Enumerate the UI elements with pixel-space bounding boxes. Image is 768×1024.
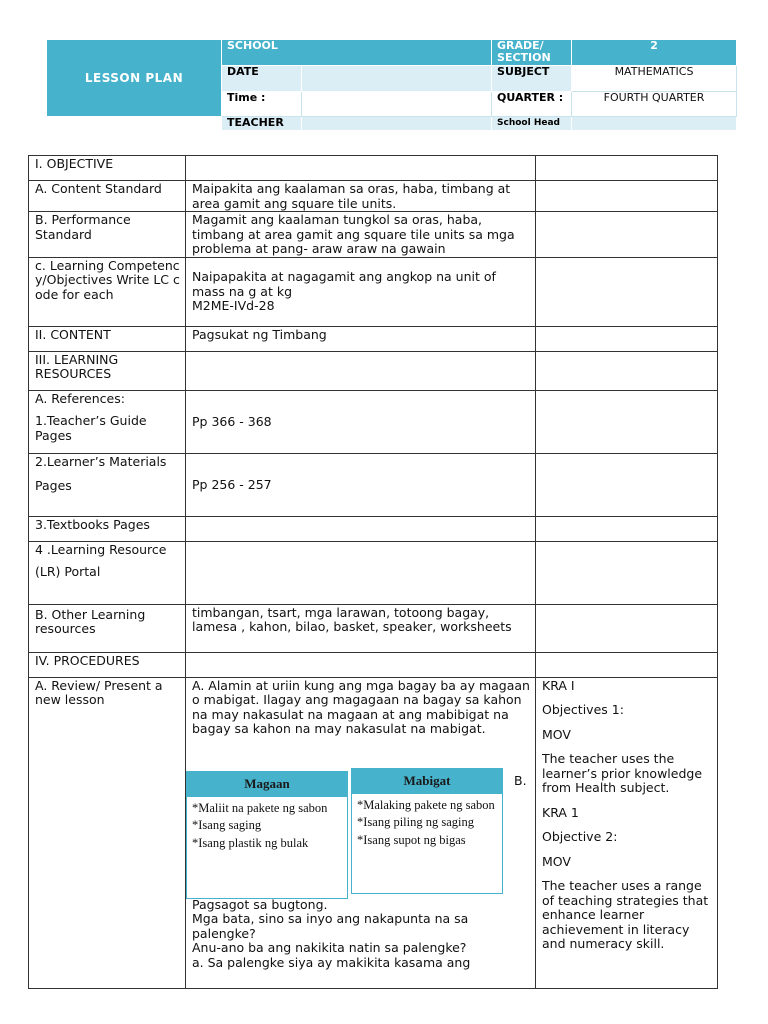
lr-portal-notes (536, 541, 718, 604)
riddle-question-2: Anu-ano ba ang nakikita natin sa palengke? (192, 940, 467, 955)
performance-standard-label: B. Performance Standard (29, 212, 186, 258)
table-row (29, 181, 718, 212)
list-item: *Isang supot ng bigas (357, 832, 466, 847)
list-item: *Isang saging (192, 818, 262, 832)
time-label: Time : (222, 92, 302, 117)
competency-value (186, 257, 536, 326)
riddle-question-1: Mga bata, sino sa inyo ang nakapunta na sa palengke? (192, 911, 469, 941)
learning-resources-value (186, 351, 536, 390)
lesson-plan-title: LESSON PLAN (47, 40, 222, 117)
lr-portal-sublabel: (LR) Portal (35, 564, 101, 579)
lesson-plan-table (28, 155, 718, 989)
magaan-box (186, 771, 348, 899)
lr-portal-value (186, 541, 536, 604)
lesson-plan-header (46, 39, 737, 131)
table-row (29, 156, 718, 181)
list-item: *Isang piling ng saging (357, 815, 475, 829)
quarter-label: QUARTER : (492, 92, 572, 117)
time-value[interactable] (302, 92, 492, 117)
mov-2-text: The teacher uses a range of teaching strategies that enhance learner achievement in literacy and numeracy skill. (542, 878, 709, 951)
teacher-label: TEACHER (222, 117, 302, 131)
subject-label: SUBJECT (492, 66, 572, 92)
learning-resources-notes (536, 351, 718, 390)
kra-2-label: KRA 1 (542, 804, 579, 820)
references-label: A. References: (35, 390, 125, 406)
table-row (29, 326, 718, 351)
review-content (186, 677, 536, 988)
references-label-cell (29, 390, 186, 453)
content-standard-label: A. Content Standard (29, 181, 186, 212)
content-notes (536, 326, 718, 351)
learners-materials-label: 2.Learner’s Materials (35, 453, 167, 469)
mabigat-list (352, 794, 502, 850)
list-item: *Malaking pakete ng sabon (357, 797, 495, 812)
school-label: SCHOOL (222, 40, 492, 66)
objective-value (186, 156, 536, 181)
table-row (29, 351, 718, 390)
mov-1-label: MOV (542, 726, 571, 742)
competency-notes (536, 257, 718, 326)
mov-1-text: The teacher uses the learner’s prior knowledge from Health subject. (542, 751, 703, 795)
table-row (29, 453, 718, 516)
review-notes (536, 677, 718, 988)
date-label: DATE (222, 66, 302, 92)
riddle-intro: Pagsagot sa bugtong. (192, 896, 328, 912)
quarter-value[interactable]: FOURTH QUARTER (572, 92, 737, 117)
references-value: Pp 366 - 368 (186, 390, 536, 453)
review-label: A. Review/ Present a new lesson (29, 677, 186, 988)
table-row (29, 212, 718, 258)
list-item: *Isang plastik ng bulak (192, 835, 309, 850)
objective-notes (536, 156, 718, 181)
learners-materials-pages: Pages (35, 478, 72, 493)
mabigat-box (351, 768, 503, 894)
school-head-label: School Head (492, 117, 572, 131)
table-row (29, 541, 718, 604)
learners-materials-value: Pp 256 - 257 (186, 453, 536, 516)
procedures-notes (536, 652, 718, 677)
learners-materials-label-cell (29, 453, 186, 516)
riddle-section (192, 898, 528, 971)
competency-label: c. Learning Competency/Objectives Write LC code for each (29, 257, 186, 326)
other-resources-notes (536, 604, 718, 652)
content-label: II. CONTENT (29, 326, 186, 351)
content-value: Pagsukat ng Timbang (186, 326, 536, 351)
magaan-title: Magaan (187, 772, 347, 797)
b-marker: B. (514, 772, 527, 788)
header-spacer (47, 117, 222, 131)
school-head-value[interactable] (572, 117, 737, 131)
review-instructions: A. Alamin at uriin kung ang mga bagay ba ay magaan o mabigat. Ilagay ang magagaan na bagay sa kahon na may nakasulat na magaan at ang mabibigat na bagay sa kahon na may nakasulat na mabigat. (192, 677, 530, 736)
table-row (29, 257, 718, 326)
kra-1-label: KRA I (542, 677, 575, 693)
subject-value[interactable]: MATHEMATICS (572, 66, 737, 92)
objective-1-label: Objectives 1: (542, 702, 624, 717)
lr-portal-label: 4 .Learning Resource (35, 541, 167, 557)
performance-standard-notes (536, 212, 718, 258)
competency-code: M2ME-IVd-28 (192, 298, 275, 314)
objective-2-label: Objective 2: (542, 829, 618, 844)
table-row (29, 516, 718, 541)
teacher-value[interactable] (302, 117, 492, 131)
riddle-question-3: a. Sa palengke siya ay makikita kasama ang (192, 954, 471, 970)
learning-resources-label: III. LEARNING RESOURCES (29, 351, 186, 390)
table-row (29, 677, 718, 988)
content-standard-notes (536, 181, 718, 212)
textbooks-label: 3.Textbooks Pages (29, 516, 186, 541)
grade-section-label: GRADE/ SECTION (492, 40, 572, 66)
references-notes (536, 390, 718, 453)
objective-label: I. OBJECTIVE (29, 156, 186, 181)
date-value[interactable] (302, 66, 492, 92)
table-row (29, 604, 718, 652)
competency-text: Naipapakita at nagagamit ang angkop na unit of mass na g at kg (192, 269, 496, 299)
teachers-guide-label: 1.Teacher’s Guide Pages (35, 413, 147, 443)
content-standard-value: Maipakita ang kaalaman sa oras, haba, timbang at area gamit ang square tile units. (186, 181, 536, 212)
learners-materials-notes (536, 453, 718, 516)
textbooks-notes (536, 516, 718, 541)
magaan-list (187, 797, 347, 853)
other-resources-label: B. Other Learning resources (29, 604, 186, 652)
table-row (29, 652, 718, 677)
grade-section-value[interactable]: 2 (572, 40, 737, 66)
procedures-label: IV. PROCEDURES (29, 652, 186, 677)
table-row (29, 390, 718, 453)
procedures-value (186, 652, 536, 677)
other-resources-value: timbangan, tsart, mga larawan, totoong bagay, lamesa , kahon, bilao, basket, speaker, worksheets (186, 604, 536, 652)
mov-2-label: MOV (542, 853, 571, 869)
lr-portal-label-cell (29, 541, 186, 604)
performance-standard-value: Magamit ang kaalaman tungkol sa oras, haba, timbang at area gamit ang square tile units sa mga problema at pang- araw araw na gawain (186, 212, 536, 258)
list-item: *Maliit na pakete ng sabon (192, 800, 328, 815)
textbooks-value (186, 516, 536, 541)
mabigat-title: Mabigat (352, 769, 502, 794)
